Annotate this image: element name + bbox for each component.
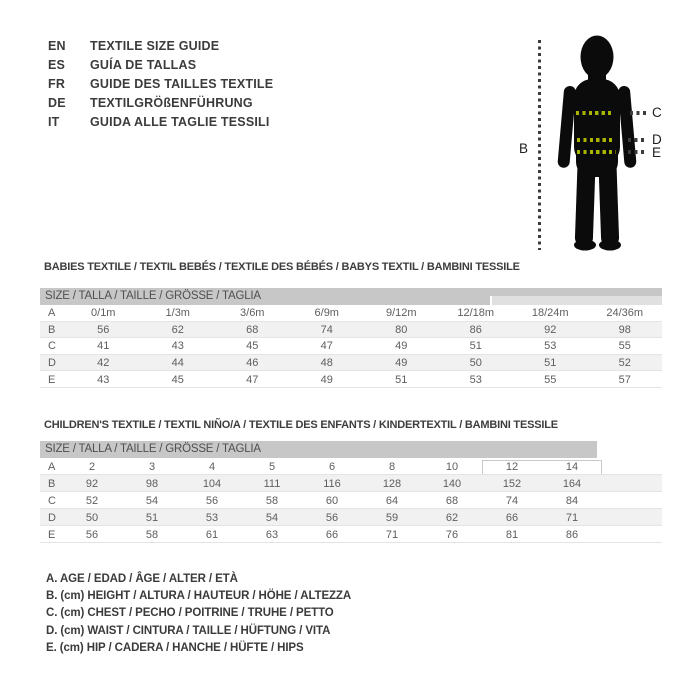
- table-cell: 66: [325, 528, 339, 541]
- language-label: TEXTILGRÖßENFÜHRUNG: [90, 95, 253, 110]
- hip-line-pointer: [628, 150, 647, 154]
- table-cell: 8: [388, 460, 396, 473]
- legend-item: E. (cm) HIP / CADERA / HANCHE / HÜFTE / HIPS: [46, 642, 304, 655]
- table-cell: 86: [469, 323, 482, 336]
- language-code: IT: [48, 114, 60, 129]
- table-cell: 56: [85, 528, 99, 541]
- table-cell: 111: [263, 477, 281, 490]
- table-cell: 2: [88, 460, 96, 473]
- table-cell: 55: [618, 340, 631, 353]
- language-code: DE: [48, 95, 66, 110]
- babies-section-title: BABIES TEXTILE / TEXTIL BEBÉS / TEXTILE DES BÉBÉS / BABYS TEXTIL / BAMBINI TESSILE: [44, 261, 520, 273]
- language-label: GUIDA ALLE TAGLIE TESSILI: [90, 114, 270, 129]
- row-label-cell: A: [48, 307, 56, 320]
- table-cell: 48: [320, 357, 333, 370]
- legend-item: D. (cm) WAIST / CINTURA / TAILLE / HÜFTUNG / VITA: [46, 624, 331, 637]
- language-code: ES: [48, 57, 66, 72]
- table-cell: 53: [205, 511, 219, 524]
- table-cell: 63: [265, 528, 279, 541]
- table-cell: 24/36m: [606, 307, 644, 320]
- child-silhouette-image: [552, 35, 644, 255]
- table-cell: 6: [328, 460, 336, 473]
- row-label-cell: C: [48, 494, 56, 507]
- table-row: [40, 492, 662, 509]
- table-cell: 49: [395, 340, 408, 353]
- table-cell: 50: [469, 357, 482, 370]
- table-cell: 50: [85, 511, 99, 524]
- table-cell: 52: [85, 494, 99, 507]
- row-label-cell: D: [48, 357, 56, 370]
- waist-label: D: [652, 132, 662, 147]
- measurement-legend: [46, 570, 351, 657]
- table-cell: 56: [205, 494, 219, 507]
- height-label: B: [519, 141, 529, 156]
- table-cell: 0/1m: [91, 307, 116, 320]
- table-row: [40, 355, 662, 372]
- row-label-cell: B: [48, 323, 56, 336]
- table-cell: 74: [505, 494, 519, 507]
- children-section-title: CHILDREN'S TEXTILE / TEXTIL NIÑO/A / TEXTILE DES ENFANTS / KINDERTEXTIL / BAMBINI TESSILE: [44, 419, 558, 431]
- language-row: [48, 55, 273, 74]
- table-cell: 51: [469, 340, 482, 353]
- table-cell: 56: [325, 511, 339, 524]
- chest-line-pointer: [630, 111, 647, 115]
- table-cell: 164: [562, 477, 582, 490]
- table-cell: 54: [265, 511, 279, 524]
- table-cell: 10: [445, 460, 459, 473]
- table-cell: 92: [544, 323, 557, 336]
- language-list: [48, 36, 273, 131]
- table-cell: 14: [565, 460, 579, 473]
- table-cell: 41: [97, 340, 110, 353]
- table-cell: 47: [320, 340, 333, 353]
- table-cell: 71: [385, 528, 399, 541]
- table-row: [40, 475, 662, 492]
- row-label-cell: A: [48, 460, 56, 473]
- row-label-cell: E: [48, 528, 56, 541]
- table-cell: 18/24m: [531, 307, 569, 320]
- babies-table-rows: [40, 305, 662, 388]
- row-label-cell: B: [48, 477, 56, 490]
- table-cell: 5: [268, 460, 276, 473]
- table-cell: 58: [145, 528, 159, 541]
- table-cell: 51: [145, 511, 159, 524]
- table-cell: 128: [382, 477, 402, 490]
- hip-line-on-body: [577, 150, 616, 154]
- table-cell: 58: [265, 494, 279, 507]
- language-row: [48, 74, 273, 93]
- table-cell: 80: [395, 323, 408, 336]
- table-cell: 43: [97, 373, 110, 386]
- table-row: [40, 338, 662, 355]
- table-cell: 49: [395, 357, 408, 370]
- table-cell: 51: [544, 357, 557, 370]
- table-cell: 84: [565, 494, 579, 507]
- language-code: EN: [48, 38, 66, 53]
- children-size-header-band: SIZE / TALLA / TAILLE / GRÖSSE / TAGLIA: [40, 441, 597, 458]
- table-cell: 81: [505, 528, 519, 541]
- row-label-cell: D: [48, 511, 56, 524]
- table-row: [40, 526, 662, 543]
- table-cell: 45: [171, 373, 184, 386]
- table-cell: 45: [246, 340, 259, 353]
- row-label-cell: E: [48, 373, 56, 386]
- height-measure-line: [538, 40, 541, 250]
- table-row: [40, 458, 662, 475]
- table-cell: 6/9m: [314, 307, 339, 320]
- language-label: GUIDE DES TAILLES TEXTILE: [90, 76, 274, 91]
- legend-item: A. AGE / EDAD / ÂGE / ALTER / ETÀ: [46, 572, 238, 585]
- language-row: [48, 36, 273, 55]
- table-row: [40, 305, 662, 322]
- table-cell: 12/18m: [457, 307, 495, 320]
- table-cell: 62: [445, 511, 459, 524]
- table-row: [40, 509, 662, 526]
- table-row: [40, 322, 662, 339]
- table-cell: 53: [544, 340, 557, 353]
- table-cell: 74: [320, 323, 333, 336]
- silhouette-shape: [557, 36, 637, 251]
- table-cell: 43: [171, 340, 184, 353]
- table-cell: 47: [246, 373, 259, 386]
- table-cell: 104: [202, 477, 222, 490]
- language-label: TEXTILE SIZE GUIDE: [90, 38, 220, 53]
- table-cell: 60: [325, 494, 339, 507]
- table-cell: 3/6m: [240, 307, 265, 320]
- language-code: FR: [48, 76, 66, 91]
- table-cell: 3: [148, 460, 156, 473]
- hip-label: E: [652, 145, 662, 160]
- table-cell: 116: [323, 477, 341, 490]
- table-row: [40, 371, 662, 388]
- table-cell: 62: [171, 323, 184, 336]
- table-cell: 51: [395, 373, 408, 386]
- children-table-rows: [40, 458, 662, 543]
- table-cell: 1/3m: [165, 307, 190, 320]
- row-label-cell: C: [48, 340, 56, 353]
- table-cell: 55: [544, 373, 557, 386]
- legend-item: C. (cm) CHEST / PECHO / POITRINE / TRUHE / PETTO: [46, 607, 334, 620]
- waist-line-on-body: [577, 138, 615, 142]
- table-cell: 61: [205, 528, 219, 541]
- table-cell: 54: [145, 494, 159, 507]
- table-cell: 53: [469, 373, 482, 386]
- babies-table: [40, 288, 662, 388]
- chest-line-on-body: [576, 111, 614, 115]
- children-table: [40, 441, 662, 543]
- table-cell: 98: [145, 477, 159, 490]
- table-cell: 46: [246, 357, 259, 370]
- language-row: [48, 93, 273, 112]
- table-cell: 68: [445, 494, 459, 507]
- table-cell: 49: [320, 373, 333, 386]
- table-cell: 98: [618, 323, 631, 336]
- table-cell: 140: [442, 477, 462, 490]
- table-cell: 86: [565, 528, 579, 541]
- babies-size-header-band: SIZE / TALLA / TAILLE / GRÖSSE / TAGLIA: [40, 288, 662, 305]
- table-cell: 76: [445, 528, 459, 541]
- table-cell: 44: [171, 357, 184, 370]
- table-cell: 52: [618, 357, 631, 370]
- table-cell: 92: [85, 477, 99, 490]
- language-row: [48, 112, 273, 131]
- table-cell: 68: [246, 323, 259, 336]
- legend-item: B. (cm) HEIGHT / ALTURA / HAUTEUR / HÖHE / ALTEZZA: [46, 590, 352, 603]
- table-cell: 56: [97, 323, 110, 336]
- language-label: GUÍA DE TALLAS: [90, 57, 197, 72]
- table-cell: 64: [385, 494, 399, 507]
- table-cell: 59: [385, 511, 399, 524]
- waist-line-pointer: [628, 138, 647, 142]
- table-cell: 71: [565, 511, 579, 524]
- table-cell: 152: [502, 477, 522, 490]
- chest-label: C: [652, 105, 662, 120]
- table-cell: 66: [505, 511, 519, 524]
- table-cell: 57: [618, 373, 631, 386]
- table-cell: 42: [97, 357, 110, 370]
- table-cell: 12: [505, 460, 519, 473]
- table-cell: 9/12m: [385, 307, 417, 320]
- table-cell: 4: [208, 460, 216, 473]
